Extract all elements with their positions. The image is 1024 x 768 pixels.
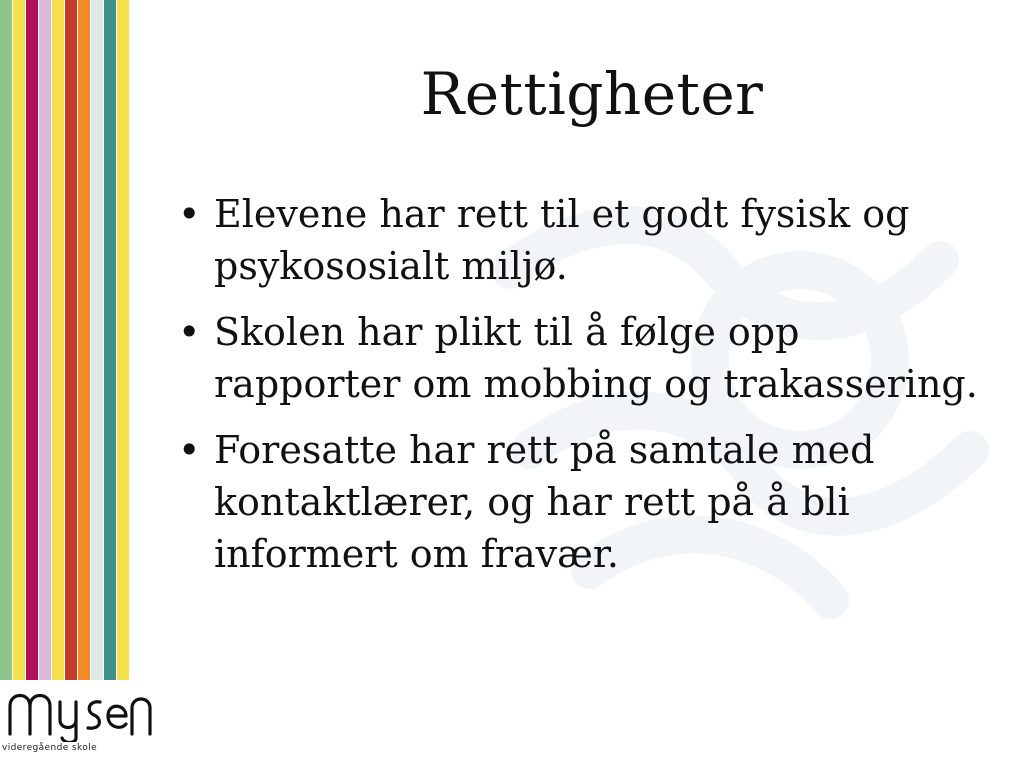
slide-title: Rettigheter: [420, 60, 764, 128]
stripe-lilac: [39, 0, 51, 768]
bullet-point-icon: •: [178, 428, 201, 472]
decorative-stripes: [0, 0, 156, 768]
bullet-item: [172, 424, 982, 580]
stripe-green: [0, 0, 12, 768]
bullet-text: Skolen har plikt til å følge opp rapporter om mobbing og trakassering.: [214, 310, 978, 406]
bullet-text: Elevene har rett til et godt fysisk og psykososialt miljø.: [214, 192, 910, 288]
logo-subtitle: videregående skole: [2, 743, 98, 753]
stripe-red: [65, 0, 77, 768]
bullet-point-icon: •: [178, 310, 201, 354]
stripe-magenta: [26, 0, 38, 768]
stripe-pale: [91, 0, 103, 768]
bullet-point-icon: •: [178, 192, 201, 236]
stripe-yellow-3: [117, 0, 129, 768]
bullet-item: [172, 306, 982, 410]
school-logo: [0, 680, 160, 768]
bullet-text: Foresatte har rett på samtale med kontaktlærer, og har rett på å bli informert om fravær.: [214, 428, 875, 576]
stripe-orange: [78, 0, 90, 768]
stripe-yellow: [13, 0, 25, 768]
bullet-item: [172, 188, 982, 292]
mysen-logo-icon: [4, 682, 154, 742]
bullet-list: [172, 188, 982, 594]
stripe-yellow-2: [52, 0, 64, 768]
stripe-teal: [104, 0, 116, 768]
